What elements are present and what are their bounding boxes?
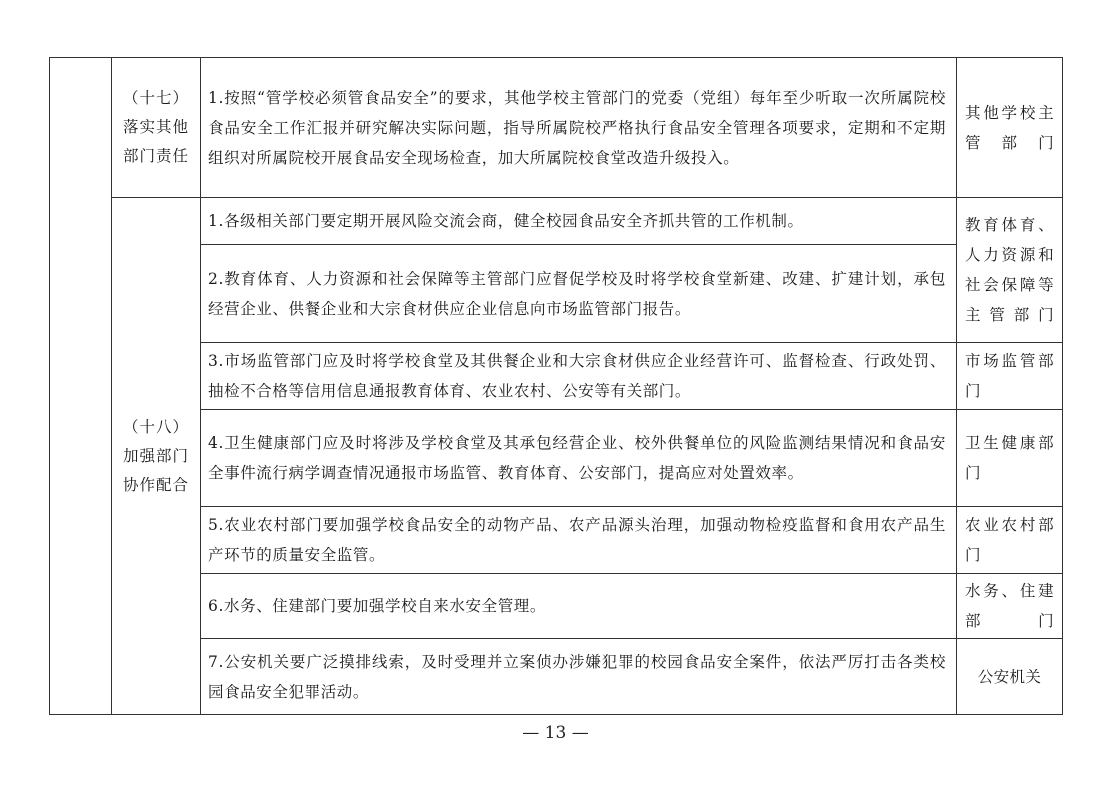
task-cell: 4.卫生健康部门应及时将涉及学校食堂及其承包经营企业、校外供餐单位的风险监测结果情况和食品安全事件流行病学调查情况通报市场监管、教育体育、公安部门，提高应对处置效率。 — [201, 410, 957, 507]
table-row — [50, 639, 1063, 715]
responsible-dept-cell: 公安机关 — [957, 639, 1063, 715]
task-cell: 1.按照“管学校必须管食品安全”的要求，其他学校主管部门的党委（党组）每年至少听取一次所属院校食品安全工作汇报并研究解决实际问题，指导所属院校严格执行食品安全管理各项要求，定期和不定期组织对所属院校开展食品安全现场检查，加大所属院校食堂改造升级投入。 — [201, 58, 957, 198]
responsible-dept-cell: 卫生健康部门 — [957, 410, 1063, 507]
responsible-dept-cell: 水务、住建部门 — [957, 574, 1063, 639]
section-title-line: 加强部门 — [122, 446, 189, 465]
responsible-dept-cell: 农业农村部门 — [957, 507, 1063, 574]
table-row — [50, 410, 1063, 507]
table-row — [50, 507, 1063, 574]
section-number: （十八） — [122, 417, 189, 436]
section-label-18 — [112, 198, 201, 715]
task-cell: 3.市场监管部门应及时将学校食堂及其供餐企业和大宗食材供应企业经营许可、监督检查、行政处罚、抽检不合格等信用信息通报教育体育、农业农村、公安等有关部门。 — [201, 343, 957, 410]
responsible-dept-cell: 市场监管部门 — [957, 343, 1063, 410]
task-cell: 5.农业农村部门要加强学校食品安全的动物产品、农产品源头治理，加强动物检疫监督和食用农产品生产环节的质量安全监管。 — [201, 507, 957, 574]
section-label-17 — [112, 58, 201, 198]
responsible-dept-cell: 教育体育、人力资源和社会保障等主管部门 — [957, 198, 1063, 343]
section-title-line: 协作配合 — [122, 475, 189, 494]
section-number: （十七） — [122, 89, 189, 107]
table-row — [50, 58, 1063, 198]
table-row — [50, 343, 1063, 410]
task-cell: 2.教育体育、人力资源和社会保障等主管部门应督促学校及时将学校食堂新建、改建、扩建计划，承包经营企业、供餐企业和大宗食材供应企业信息向市场监管部门报告。 — [201, 245, 957, 343]
section-title-line: 部门责任 — [122, 147, 189, 165]
section-title-line: 落实其他 — [122, 118, 189, 136]
table-row — [50, 574, 1063, 639]
responsible-dept-cell: 其他学校主管部门 — [957, 58, 1063, 198]
task-cell: 7.公安机关要广泛摸排线索，及时受理并立案侦办涉嫌犯罪的校园食品安全案件，依法严厉打击各类校园食品安全犯罪活动。 — [201, 639, 957, 715]
category-cell — [50, 58, 112, 715]
task-cell: 6.水务、住建部门要加强学校自来水安全管理。 — [201, 574, 957, 639]
table-row — [50, 245, 1063, 343]
measures-table — [49, 57, 1063, 715]
table-row — [50, 198, 1063, 245]
task-cell: 1.各级相关部门要定期开展风险交流会商，健全校园食品安全齐抓共管的工作机制。 — [201, 198, 957, 245]
page-number: — 13 — — [522, 723, 589, 743]
